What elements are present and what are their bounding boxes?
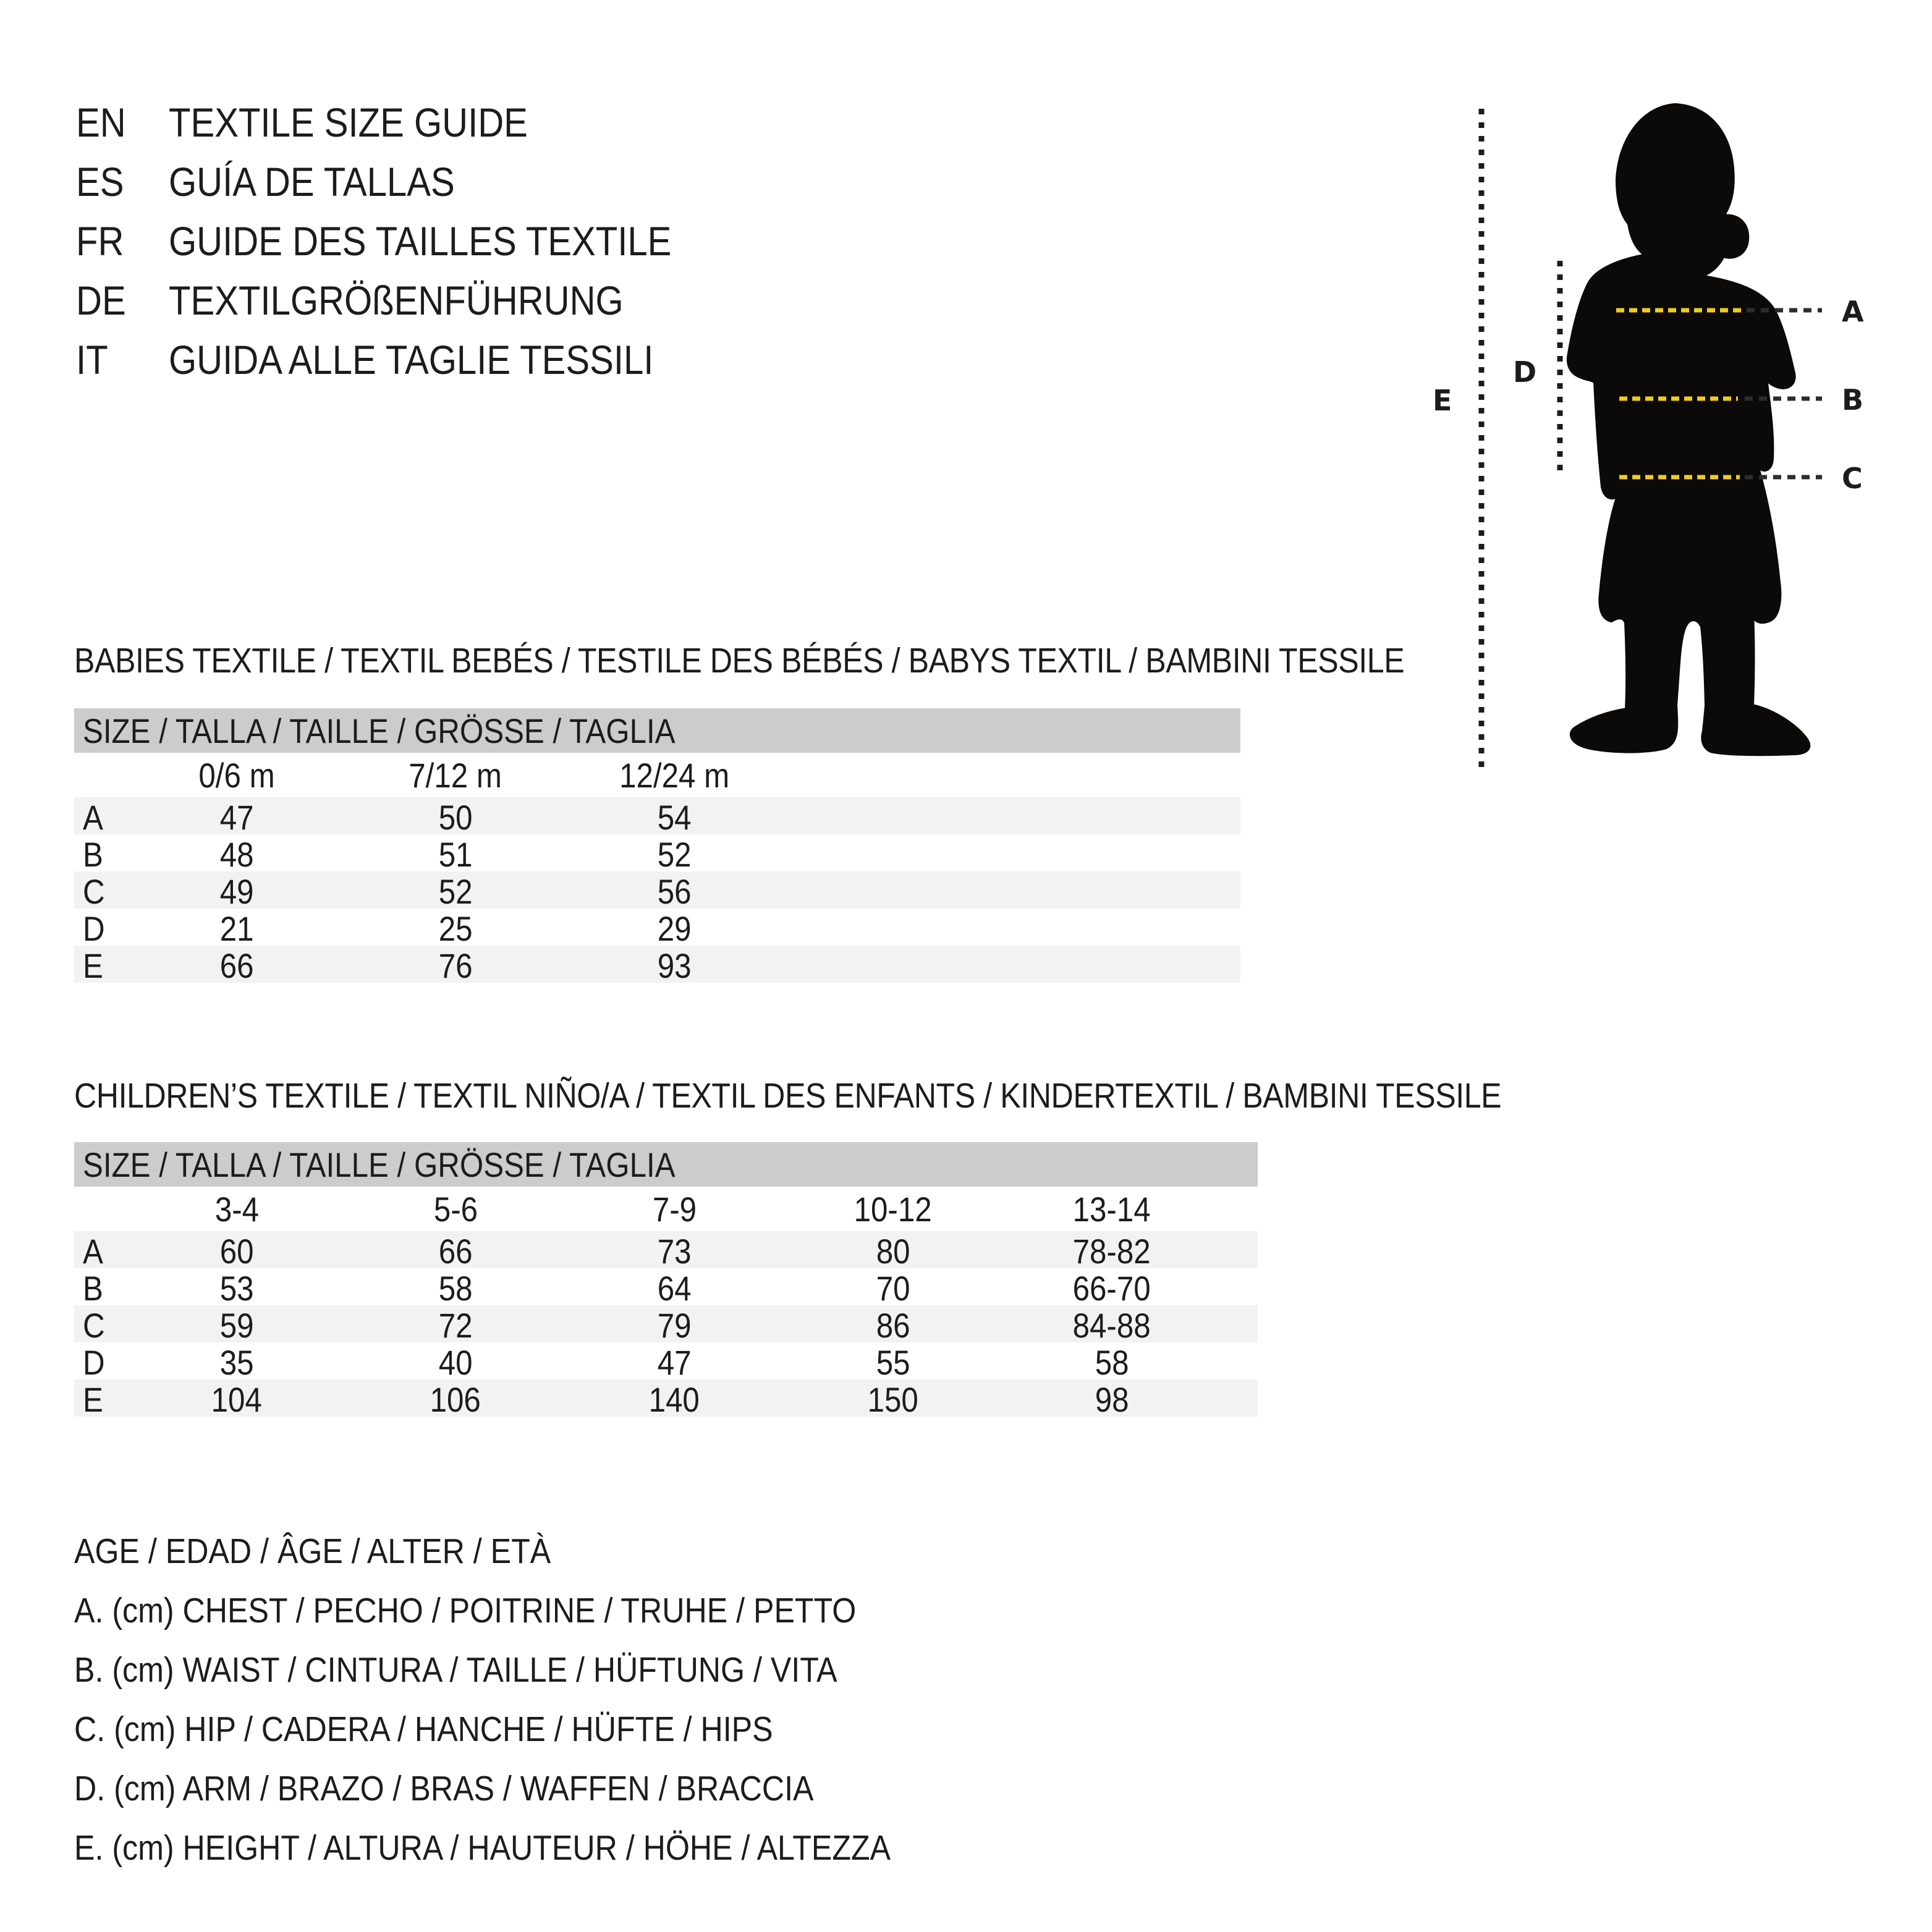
babies-size-header-bar: SIZE / TALLA / TAILLE / GRÖSSE / TAGLIA bbox=[74, 708, 1240, 753]
measurement-legend bbox=[74, 1522, 1002, 1878]
size-cell: 104 bbox=[211, 1380, 263, 1419]
language-list bbox=[76, 93, 740, 389]
language-code: IT bbox=[76, 337, 108, 383]
column-header: 10-12 bbox=[854, 1189, 933, 1229]
size-cell: 25 bbox=[438, 909, 473, 948]
table-row bbox=[74, 834, 1240, 874]
column-header: 0/6 m bbox=[198, 755, 275, 795]
language-code: FR bbox=[76, 218, 124, 264]
size-cell: 76 bbox=[438, 946, 473, 985]
size-cell: 53 bbox=[219, 1269, 254, 1308]
language-title: TEXTILE SIZE GUIDE bbox=[169, 100, 528, 145]
table-row bbox=[74, 871, 1240, 909]
language-code: EN bbox=[76, 100, 126, 145]
size-cell: 64 bbox=[657, 1269, 692, 1308]
size-cell: 106 bbox=[430, 1380, 481, 1419]
row-label: C bbox=[83, 872, 105, 911]
size-cell: 52 bbox=[657, 835, 692, 874]
row-label: C bbox=[83, 1306, 105, 1345]
size-cell: 140 bbox=[648, 1380, 700, 1419]
row-label: B bbox=[83, 835, 103, 874]
language-row bbox=[76, 93, 740, 152]
row-label: E bbox=[83, 946, 103, 985]
size-cell: 49 bbox=[219, 872, 254, 911]
babies-section-title: BABIES TEXTILE / TEXTIL BEBÉS / TESTILE DES BÉBÉS / BABYS TEXTIL / BAMBINI TESSILE bbox=[74, 641, 1405, 680]
language-row bbox=[76, 152, 740, 211]
row-label: E bbox=[83, 1380, 103, 1419]
size-cell: 66 bbox=[219, 946, 254, 985]
table-row bbox=[74, 946, 1240, 983]
size-cell: 150 bbox=[867, 1380, 919, 1419]
size-cell: 59 bbox=[219, 1306, 254, 1345]
size-cell: 47 bbox=[219, 798, 254, 837]
legend-line: E. (cm) HEIGHT / ALTURA / HAUTEUR / HÖHE / ALTEZZA bbox=[74, 1828, 891, 1868]
size-cell: 35 bbox=[219, 1343, 254, 1382]
size-cell: 84-88 bbox=[1072, 1306, 1151, 1345]
column-header-row bbox=[74, 1187, 1258, 1231]
row-label: A bbox=[83, 1232, 103, 1271]
language-code: DE bbox=[76, 278, 126, 323]
size-cell: 58 bbox=[438, 1269, 473, 1308]
row-label: B bbox=[83, 1269, 103, 1308]
legend-line: AGE / EDAD / ÂGE / ALTER / ETÀ bbox=[74, 1532, 551, 1571]
size-cell: 70 bbox=[876, 1269, 910, 1308]
children-size-header-bar: SIZE / TALLA / TAILLE / GRÖSSE / TAGLIA bbox=[74, 1142, 1258, 1187]
row-label: A bbox=[83, 798, 103, 837]
size-cell: 66-70 bbox=[1072, 1269, 1151, 1308]
column-header: 5-6 bbox=[433, 1189, 478, 1229]
language-row bbox=[76, 211, 740, 271]
language-title: GUÍA DE TALLAS bbox=[169, 159, 455, 205]
table-row bbox=[74, 1379, 1258, 1417]
child-silhouette bbox=[1569, 105, 1808, 754]
table-row bbox=[74, 909, 1240, 946]
language-code: ES bbox=[76, 159, 124, 205]
row-label: D bbox=[83, 909, 105, 948]
legend-line: D. (cm) ARM / BRAZO / BRAS / WAFFEN / BRACCIA bbox=[74, 1769, 814, 1808]
table-row bbox=[74, 797, 1240, 837]
size-cell: 55 bbox=[876, 1343, 910, 1382]
language-row bbox=[76, 330, 740, 389]
diagram-label-b: B bbox=[1842, 383, 1864, 417]
legend-line: C. (cm) HIP / CADERA / HANCHE / HÜFTE / HIPS bbox=[74, 1710, 773, 1749]
size-cell: 98 bbox=[1095, 1380, 1129, 1419]
table-row bbox=[74, 1231, 1258, 1271]
size-cell: 80 bbox=[876, 1232, 910, 1271]
size-cell: 48 bbox=[219, 835, 254, 874]
babies-table bbox=[74, 753, 1240, 983]
legend-line: B. (cm) WAIST / CINTURA / TAILLE / HÜFTUNG / VITA bbox=[74, 1650, 837, 1690]
diagram-label-a: A bbox=[1842, 295, 1864, 328]
size-cell: 58 bbox=[1095, 1343, 1129, 1382]
children-section-title: CHILDREN’S TEXTILE / TEXTIL NIÑO/A / TEXTIL DES ENFANTS / KINDERTEXTIL / BAMBINI TESSILE bbox=[74, 1076, 1502, 1116]
size-cell: 54 bbox=[657, 798, 692, 837]
size-cell: 40 bbox=[438, 1343, 473, 1382]
column-header: 13-14 bbox=[1072, 1189, 1151, 1229]
size-cell: 52 bbox=[438, 872, 473, 911]
size-cell: 93 bbox=[657, 946, 692, 985]
size-cell: 86 bbox=[876, 1306, 910, 1345]
table-row bbox=[74, 1342, 1258, 1382]
table-row bbox=[74, 1268, 1258, 1308]
size-cell: 51 bbox=[438, 835, 473, 874]
column-header: 3-4 bbox=[214, 1189, 259, 1229]
column-header: 12/24 m bbox=[619, 755, 730, 795]
column-header: 7/12 m bbox=[409, 755, 502, 795]
size-cell: 50 bbox=[438, 798, 473, 837]
diagram-label-d: D bbox=[1513, 355, 1537, 389]
size-cell: 72 bbox=[438, 1306, 473, 1345]
diagram-label-e: E bbox=[1433, 384, 1452, 417]
size-cell: 78-82 bbox=[1072, 1232, 1151, 1271]
children-table bbox=[74, 1187, 1258, 1417]
language-title: GUIDE DES TAILLES TEXTILE bbox=[169, 218, 672, 264]
column-header-row bbox=[74, 753, 1240, 797]
size-cell: 56 bbox=[657, 872, 692, 911]
column-header: 7-9 bbox=[652, 1189, 697, 1229]
row-label: D bbox=[83, 1343, 105, 1382]
size-cell: 29 bbox=[657, 909, 692, 948]
size-cell: 60 bbox=[219, 1232, 254, 1271]
size-cell: 73 bbox=[657, 1232, 692, 1271]
language-title: TEXTILGRÖßENFÜHRUNG bbox=[169, 278, 624, 323]
size-cell: 21 bbox=[219, 909, 254, 948]
size-cell: 47 bbox=[657, 1343, 692, 1382]
table-row bbox=[74, 1305, 1258, 1345]
diagram-label-c: C bbox=[1842, 462, 1863, 495]
language-row bbox=[76, 271, 740, 330]
size-cell: 66 bbox=[438, 1232, 473, 1271]
legend-line: A. (cm) CHEST / PECHO / POITRINE / TRUHE / PETTO bbox=[74, 1591, 857, 1630]
language-title: GUIDA ALLE TAGLIE TESSILI bbox=[169, 337, 654, 383]
size-cell: 79 bbox=[657, 1306, 692, 1345]
